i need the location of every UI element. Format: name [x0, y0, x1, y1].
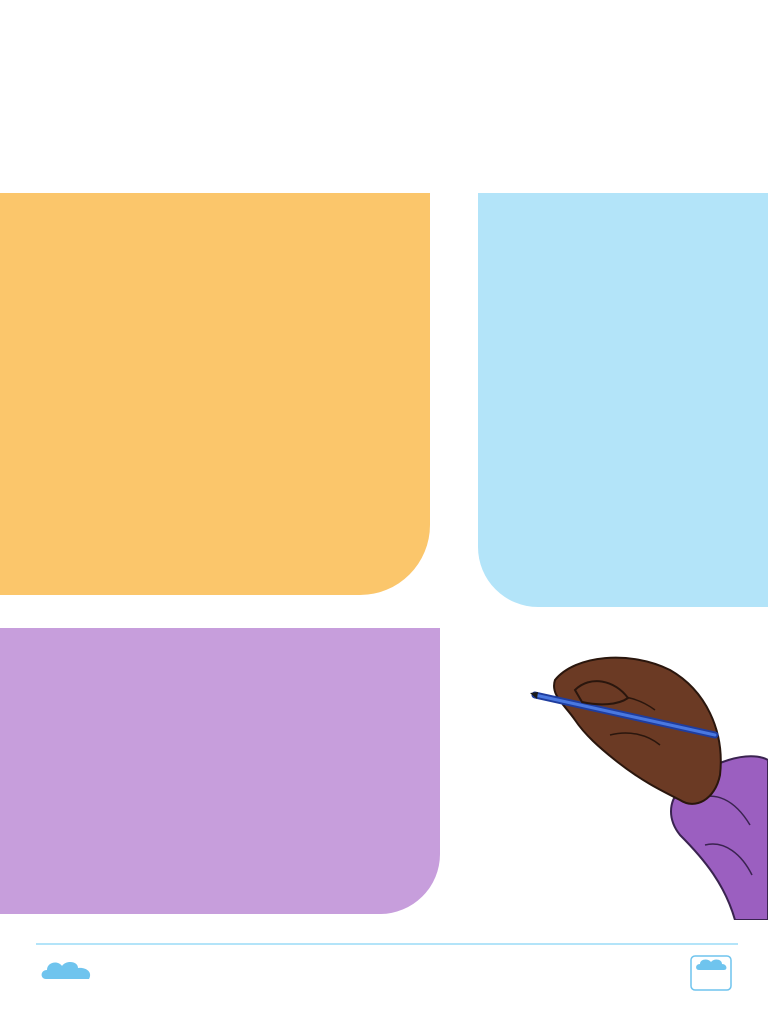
quality-badge-icon	[690, 955, 732, 991]
kenning-panel	[478, 193, 768, 607]
twinkl-logo-icon[interactable]	[38, 957, 96, 985]
limericks-panel	[0, 193, 430, 595]
acrostic-panel	[0, 628, 440, 914]
hand-writing-with-pen-icon	[520, 650, 768, 920]
footer-divider	[36, 943, 738, 945]
twinkl-logo-text	[38, 957, 96, 985]
